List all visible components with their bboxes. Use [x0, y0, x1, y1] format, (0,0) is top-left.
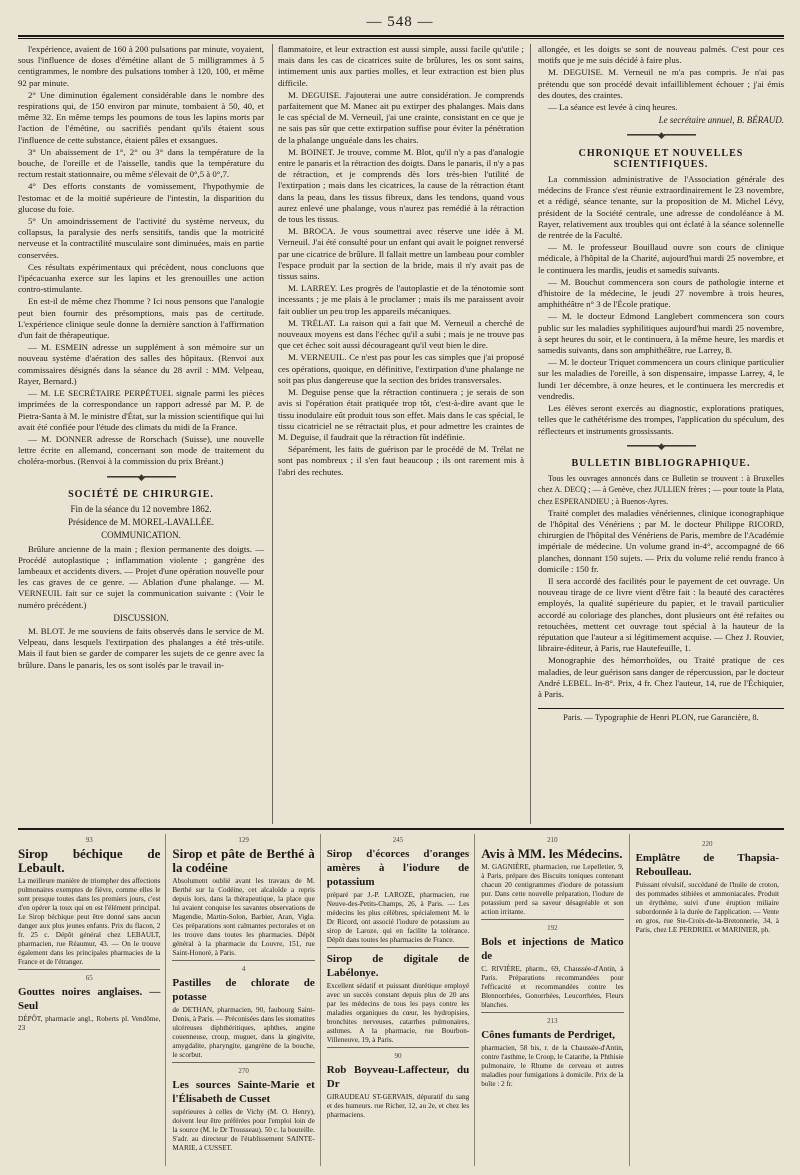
column-2 — [278, 44, 524, 824]
paragraph: — M. Bouchut commencera son cours de pathologie interne et d'histoire de la médecine, le jeudi 27 novembre à trois heures, amphithéâtre n° 3 de l'École pratique. — [538, 276, 784, 310]
advert-text: pharmacien, 58 bis, r. de la Chaussée-d'Antin, contre l'asthme, le Croup, le Catarrhe, la Phthisie pulmonaire, le Rhume de cerveau et autres maladies pour fumigations à domicile. Prix de la boîte : 2 fr. — [481, 1044, 624, 1088]
paragraph: allongée, et les doigts se sont de nouveau palmés. C'est pour ces motifs que je me suis décidé à faire plus. — [538, 44, 784, 66]
advert-title: Emplâtre de Thapsia-Reboulleau. — [635, 852, 779, 878]
advert-text: GIRAUDEAU ST-GERVAIS, dépuratif du sang et des humeurs. rue Richer, 12, au 2e, et chez les pharmaciens. — [326, 1093, 470, 1119]
advert-text: de DETHAN, pharmacien, 90, faubourg Saint-Denis, à Paris. — Préconisées dans les stomatites ulcéreuses diphthéritiques, aphthes, angine couenneuse, croup, muguet, dans la gingivite, amygdalite, pharyngite, gangrène de la bouche, le scorbut. — [172, 1006, 315, 1059]
paragraph: M. VERNEUIL. Ce n'est pas pour les cas simples que j'ai proposé ces opérations, quoique, en définitive, l'extirpation d'une phalange ne soit pas plus dangereuse que la section des brides transversales. — [278, 352, 524, 385]
advert-text: C. RIVIÈRE, pharm., 69, Chaussée-d'Antin, à Paris. Préparations recommandées pour l'efficacité et recommandées contre les Blennorrhées, Gonorrhées, Leucorrhées, Fleurs blanches. — [481, 965, 624, 1009]
page-number: — 548 — — [366, 14, 434, 30]
advert-number: 192 — [547, 924, 558, 932]
advert-title: Les sources Sainte-Marie et l'Élisabeth de Cusset — [172, 1079, 315, 1105]
advert-text: Absolument oublié avant les travaux de M. Berthé sur la Codéine, cet alcaloïde a repris depuis lors, dans la thérapeutique, la place que lui avaient conquise les savantes observations de Magendie, Martin-Solon, Barbier, Aran, Vigla. Ces préparations sont calmantes pectorales et on les trouve dans toutes les pharmacies. Dépôt général à la pharmacie du Louvre, 151, rue Saint-Honoré, à Paris. — [172, 877, 315, 957]
advert-column — [18, 834, 166, 1166]
column-3 — [538, 44, 784, 824]
communication-text: Brûlure ancienne de la main ; flexion permanente des doigts. — Procédé autoplastique ; inflammation violente ; gangrène des lambeaux et accidents divers. — Projet d'une opération nouvelle pour les cas graves de ce genre. — Ablation d'une phalange. — M. VERNEUIL fait sur ce sujet la communication suivante : (Voir le numéro précédent.) — [18, 543, 264, 610]
advert-number: 93 — [85, 836, 93, 844]
paragraph: Monographie des hémorrhoïdes, ou Traité pratique de ces maladies, de leur guérison sans danger de répercussion, par le docteur André LEBEL. In-8°. Prix, 4 fr. Chez l'auteur, 14, rue de l'Échiquier, à Paris. — [538, 655, 784, 699]
paragraph: — M. LE SECRÉTAIRE PERPÉTUEL signale parmi les pièces imprimées de la correspondance un rapport adressé par M. P. de Pietra-Santa à M. le ministre d'État, sur la mission scientifique qui lui avait été confiée pour l'étude des climats du midi de la France. — [18, 388, 264, 432]
advert-title: Sirop béchique de Lebault. — [18, 846, 161, 875]
paragraph: La commission administrative de l'Association générale des médecins de France s'est réunie extraordinairement le 23 novembre, et a rédigé, séance tenante, sur la proposition de M. Michel Lévy, président de la Société centrale, une adresse de condoléance à M. Rayer, relativement aux troubles qui ont éclaté à la séance solennelle de rentrée de la Faculté. — [538, 174, 784, 241]
president-line: Présidence de M. MOREL-LAVALLÉE. — [68, 517, 214, 528]
section-title-chronicle: CHRONIQUE ET NOUVELLES SCIENTIFIQUES. — [578, 147, 744, 170]
paragraph: — M. ESMEIN adresse un supplément à son mémoire sur un nouveau système d'aération des salles des hôpitaux. (Renvoi aux commissaires désignés dans la séance du 28 avril : MM. Velpeau, Rayer, Bernard.) — [18, 342, 264, 386]
paragraph: Les élèves seront exercés au diagnostic, explorations pratiques, telles que le cathétérisme des trompes, l'application du spéculum, des réflecteurs et instruments grossissants. — [538, 403, 784, 436]
paragraph: Traité complet des maladies vénériennes, clinique iconographique de l'hôpital des Vénériens ; par M. le docteur Philippe RICORD, chirurgien de l'hôpital des Vénériens de Paris, membre de l'Académie impériale de médecine. Un volume grand in-4°, accompagné de 66 planches, donnant 150 sujets. — Prix du volume relié rendu franco à domicile : 150 fr. — [538, 507, 784, 574]
advert-number: 270 — [238, 1067, 249, 1075]
advert-column — [481, 834, 629, 1166]
advert-number: 90 — [394, 1052, 402, 1060]
paragraph: 5° Un amoindrissement de l'activité du système nerveux, du collapsus, la paralysie des nerfs sensitifs, tandis que la motricité nerveuse et la contractilité musculaire sont diminuées, mais en partie conservées. — [18, 216, 264, 260]
advert-column — [327, 834, 475, 1166]
paragraph: Séparément, les faits de guérison par le procédé de M. Trélat ne sont pas nombreux ; il s'en faut beaucoup ; ils ont rarement mis à l'abri des rechutes. — [278, 444, 524, 477]
paragraph: M. DEGUISE. M. Verneuil ne m'a pas compris. Je n'ai pas prétendu que son procédé devait infailliblement échouer ; j'ai émis des doutes, des craintes. — [538, 67, 784, 100]
advert-number: 65 — [85, 974, 93, 982]
paragraph: M. DEGUISE. J'ajouterai une autre considération. Je comprends parfaitement que M. Manec ait pu extirper des phalanges. Mais dans le cas spécial de M. Verneuil, j'ai une crainte, consistant en ce que je ne sais pas sûr que cette extirpation suffise pour éviter la pénétration de la phalange unguéale dans les chairs. — [278, 89, 524, 145]
section-title-bulletin: BULLETIN BIBLIOGRAPHIQUE. — [571, 457, 751, 469]
paragraph: l'expérience, avaient de 160 à 200 pulsations par minute, voyaient, sous l'influence de doses d'émétine allant de 5 milligrammes à 5 centigrammes, le nombre des pulsations tomber à 120, 100, et même 92 par minute. — [18, 44, 264, 88]
paragraph: En est-il de même chez l'homme ? Ici nous pensons que l'analogie peut bien fournir des présomptions, mais pas de certitude. L'expérience clinique seule donne la dernière sanction à l'affirmation d'un fait de thérapeutique. — [18, 296, 264, 341]
advert-number: 210 — [547, 836, 558, 844]
paragraph: Ces résultats expérimentaux qui précèdent, nous concluons que l'ipécacuanha exerce sur les lapins et les grenouilles une action contro-stimulante. — [18, 261, 264, 295]
advertisements — [18, 834, 784, 1166]
paragraph: 2° Une diminution également considérable dans le nombre des respirations qui, de 150 environ par minute, tombaient à 50, 40, et même 32. En même temps les poumons de tous les lapins morts par l'action de l'émétine, ou sacrifiés pendant qu'ils étaient sous l'influence de cette substance, étaient pâles et exsangues. — [18, 89, 264, 145]
top-rule-secondary — [18, 38, 784, 39]
paragraph: flammatoire, et leur extraction est aussi simple, aussi facile qu'utile ; mais dans les cas de cicatrices suite de brûlures, les os sont sains, intimement unis aux parties molles, et leur extraction est bien plus difficile. — [278, 44, 524, 88]
advert-number: 245 — [392, 836, 404, 844]
advert-number: 220 — [702, 840, 713, 848]
paragraph: — M. DONNER adresse de Rorschach (Suisse), une nouvelle lettre écrite en allemand, concernant son mode de traitement du choléra-morbus. (Renvoi à la commission du prix Bréant.) — [18, 433, 264, 467]
advert-text: préparé par J.-P. LAROZE, pharmacien, rue Neuve-des-Petits-Champs, 26, à Paris. — Les médecins les plus célèbres, spécialement M. le Dr Ricord, ont associé l'iodure de potassium au sirop de Laroze, qui en facilite la tolérance. Dépôt dans toutes les pharmacies de France. — [326, 891, 470, 944]
article-columns — [18, 44, 784, 824]
paragraph: — M. le professeur Bouillaud ouvre son cours de clinique médicale, à l'hôpital de la Charité, aujourd'hui mardi 25 novembre, et le continuera les mardis, jeudis et samedis suivants. — [538, 242, 784, 275]
advert-number: 213 — [547, 1017, 558, 1025]
advert-text: supérieures à celles de Vichy (M. O. Henry), doivent leur être préférées pour l'emploi loin de la source (M. le Dr Trousseau). 50 c. la bouteille. S'adr. au directeur de l'établissement SAINTE-MARIE, à CUSSET. — [172, 1108, 315, 1152]
advert-text: DÉPÔT, pharmacie angl., Roberts pl. Vendôme, 23 — [18, 1015, 161, 1032]
advert-number: 4 — [241, 965, 246, 973]
paragraph: M. Deguise pense que la rétraction continuera ; je serais de son avis si l'opération était pratiquée trop tôt, c'est-à-dire avant que le tissu inodulaire eût produit tous son effet. Mais dans le cas spécial, le tissu cicatriciel ne se rétractait plus, et pour admettre les craintes de M. Deguise, il faudrait que la rétraction fût indéfinie. — [278, 387, 524, 442]
section-title-society: SOCIÉTÉ DE CHIRURGIE. — [68, 488, 214, 500]
advert-title: Bols et injections de Matico de — [481, 936, 624, 962]
top-rule — [18, 35, 784, 37]
paragraph: Tous les ouvrages annoncés dans ce Bulletin se trouvent : à Bruxelles chez A. DECQ ; — à Genève, chez JULLIEN frères ; — pour toute la Plata, chez ESPERANDIEU ; à Buenos-Ayres. — [538, 474, 784, 506]
advert-text: M. GAGNIÈRE, pharmacien, rue Lepelletier, 9, à Paris, prépare des Biscuits toniques contenant chacun 20 centigrammes d'iodure de potassium pur. Dans cette nouvelle préparation, l'iodure de potassium perd sa saveur désagréable et son action irritante. — [481, 863, 624, 916]
advert-column — [172, 834, 320, 1166]
advert-number: 129 — [238, 836, 249, 844]
advert-separator — [18, 828, 784, 830]
column-1 — [18, 44, 264, 824]
advert-title: Gouttes noires anglaises. — Seul — [18, 986, 161, 1012]
paragraph: — M. le docteur Edmond Langlebert commencera son cours public sur les maladies syphilitiques aujourd'hui mardi 25 novembre, à sept heures du soir, et le continuera, à la même heure, les mardis et samedis suivants, dans son amphithéâtre, rue Larrey, 8. — [538, 311, 784, 356]
paragraph: M. LARREY. Les progrès de l'autoplastie et de la ténotomie sont incessants ; je me plais à le proclamer ; mais ils me paraissent avoir fait oublier un peu trop les appareils mécaniques. — [278, 283, 524, 316]
ornament-divider: ━━━━━━━◆━━━━━━━ — [627, 130, 695, 141]
paragraph: M. BOINET. Je trouve, comme M. Blot, qu'il n'y a pas d'analogie entre le panaris et la rétraction des doigts. Dans le panaris, il n'y a pas de rétraction, et je comprends dès lors très-bien l'utilité de l'extirpation ; mais dans les cicatrices, la cause de la rétraction étant dans la peau, dans les tissus fibreux, dans les tendons, quand vous aurez enlevé une phalange, vous n'aurez pas remédié à la rétraction de tous les tissus. — [278, 146, 524, 225]
advert-title: Sirop de digitale de Labélonye. — [326, 953, 470, 979]
communication-heading: COMMUNICATION. — [101, 530, 181, 541]
advert-title: Rob Boyveau-Laffecteur, du Dr — [326, 1064, 470, 1090]
advert-text: Excellent sédatif et puissant diurétique employé avec un succès constant depuis plus de 20 ans par les médecins de tous les pays contre les maladies organiques du cœur, les hydropisies, bronchites nerveuses, catarrhes pulmonaires, asthmes. A la pharmacie, rue Bourbon-Villeneuve, 19, à Paris. — [326, 982, 470, 1044]
advert-title: Pastilles de chlorate de potasse — [172, 977, 315, 1003]
paragraph: — M. le docteur Triquet commencera un cours clinique particulier sur les maladies de l'oreille, à son dispensaire, impasse Larrey, 4, le lundi 1er décembre, à onze heures, et le continuera les mercredis et vendredis. — [538, 357, 784, 401]
paragraph: — La séance est levée à cinq heures. — [548, 102, 678, 113]
paragraph: M. TRÉLAT. La raison qui a fait que M. Verneuil a cherché de nouveaux moyens est dans l'échec qu'il a subi ; mais je ne trouve pas que cet échec soit aussi décourageant qu'il veut bien le dire. — [278, 317, 524, 351]
paragraph: M. BROCA. Je vous soumettrai avec réserve une idée à M. Verneuil. J'ai été consulté pour un enfant qui avait le poignet renversé par une cicatrice de brûlure. Il fallait mettre un lambeau pour combler l'espace produit par la section de la bride, mais il n'y avait pas de tissus sains. — [278, 226, 524, 282]
session-heading: Fin de la séance du 12 novembre 1862. — [70, 503, 212, 514]
discussion-text: M. BLOT. Je me souviens de faits observés dans le service de M. Velpeau, dans lesquels l'extirpation des phalanges a été très-utile. Mais il faut bien se garder de comparer les sujets de ce genre avec la brûlure. Dans le panaris, les os sont isolés par le travail in- — [18, 625, 264, 670]
printer-imprint: Paris. — Typographie de Henri PLON, rue Garancière, 8. — [538, 708, 784, 723]
advert-title: Sirop d'écorces d'oranges amères à l'iodure de potassium — [326, 848, 470, 888]
paragraph: Il sera accordé des facilités pour le payement de cet ouvrage. Un nouveau tirage de ce livre vient d'être fait : la beauté des caractères employés, la qualité supérieure du papier, et le travail particulier accordé au coloriage des planches, dont plusieurs ont été refaites ou retouchées, mettent cet ouvrage tout spécial à la hauteur de la réputation que l'auteur a si légitimement acquise. — Chez J. Rouvier, libraire-éditeur, à Paris, rue Hautefeuille, 1. — [538, 575, 784, 654]
advert-title: Sirop et pâte de Berthé à la codéine — [172, 846, 315, 875]
paragraph: 3° Un abaissement de 1°, 2° ou 3° dans la température de la bouche, de l'oreille et de l'aisselle, tandis que la température du rectum restait stationnaire, ou même s'élevait de 0°,5 à 0°,7. — [18, 146, 264, 180]
advert-title: Cônes fumants de Perdriget, — [481, 1029, 616, 1041]
advert-title: Avis à MM. les Médecins. — [481, 846, 623, 861]
advert-text: Puissant révulsif, succédané de l'huile de croton, des pommades stibiées et ammoniacales. Produit un érythème, suivi d'une éruption miliaire subordonnée à la durée de l'application. — Vente en gros, rue Ste-Croix-de-la-Bretonnerie, 34, à Paris, chez LE PERDRIEL et MARINIER, ph. — [635, 881, 779, 934]
ornament-divider: ━━━━━━━◆━━━━━━━ — [627, 440, 695, 451]
ornament-divider: ━━━━━━━◆━━━━━━━ — [107, 471, 175, 482]
secretary-signature: Le secrétaire annuel, B. BÉRAUD. — [658, 115, 784, 126]
paragraph: 4° Des efforts constants de vomissement, l'hypothymie de l'estomac et de la moitié supérieure de l'intestin, la disparition du glucose du foie. — [18, 181, 264, 214]
advert-column — [636, 834, 784, 1166]
discussion-heading: DISCUSSION. — [113, 612, 169, 623]
advert-text: La meilleure manière de triompher des affections pulmonaires exemptes de fièvre, comme elles le sont presque toutes dans les premiers jours, c'est d'en opérer la toux qui en est l'élément principal. Le Sirop béchique peut être donné sans aucun danger aux plus jeunes enfants. Prix du flacon, 2 fr. 25 c. Dépôt général chez LEBAULT, pharmacien, rue Réaumur, 43. — On le trouve également dans les principales pharmacies de la France et de l'étranger. — [18, 877, 161, 966]
